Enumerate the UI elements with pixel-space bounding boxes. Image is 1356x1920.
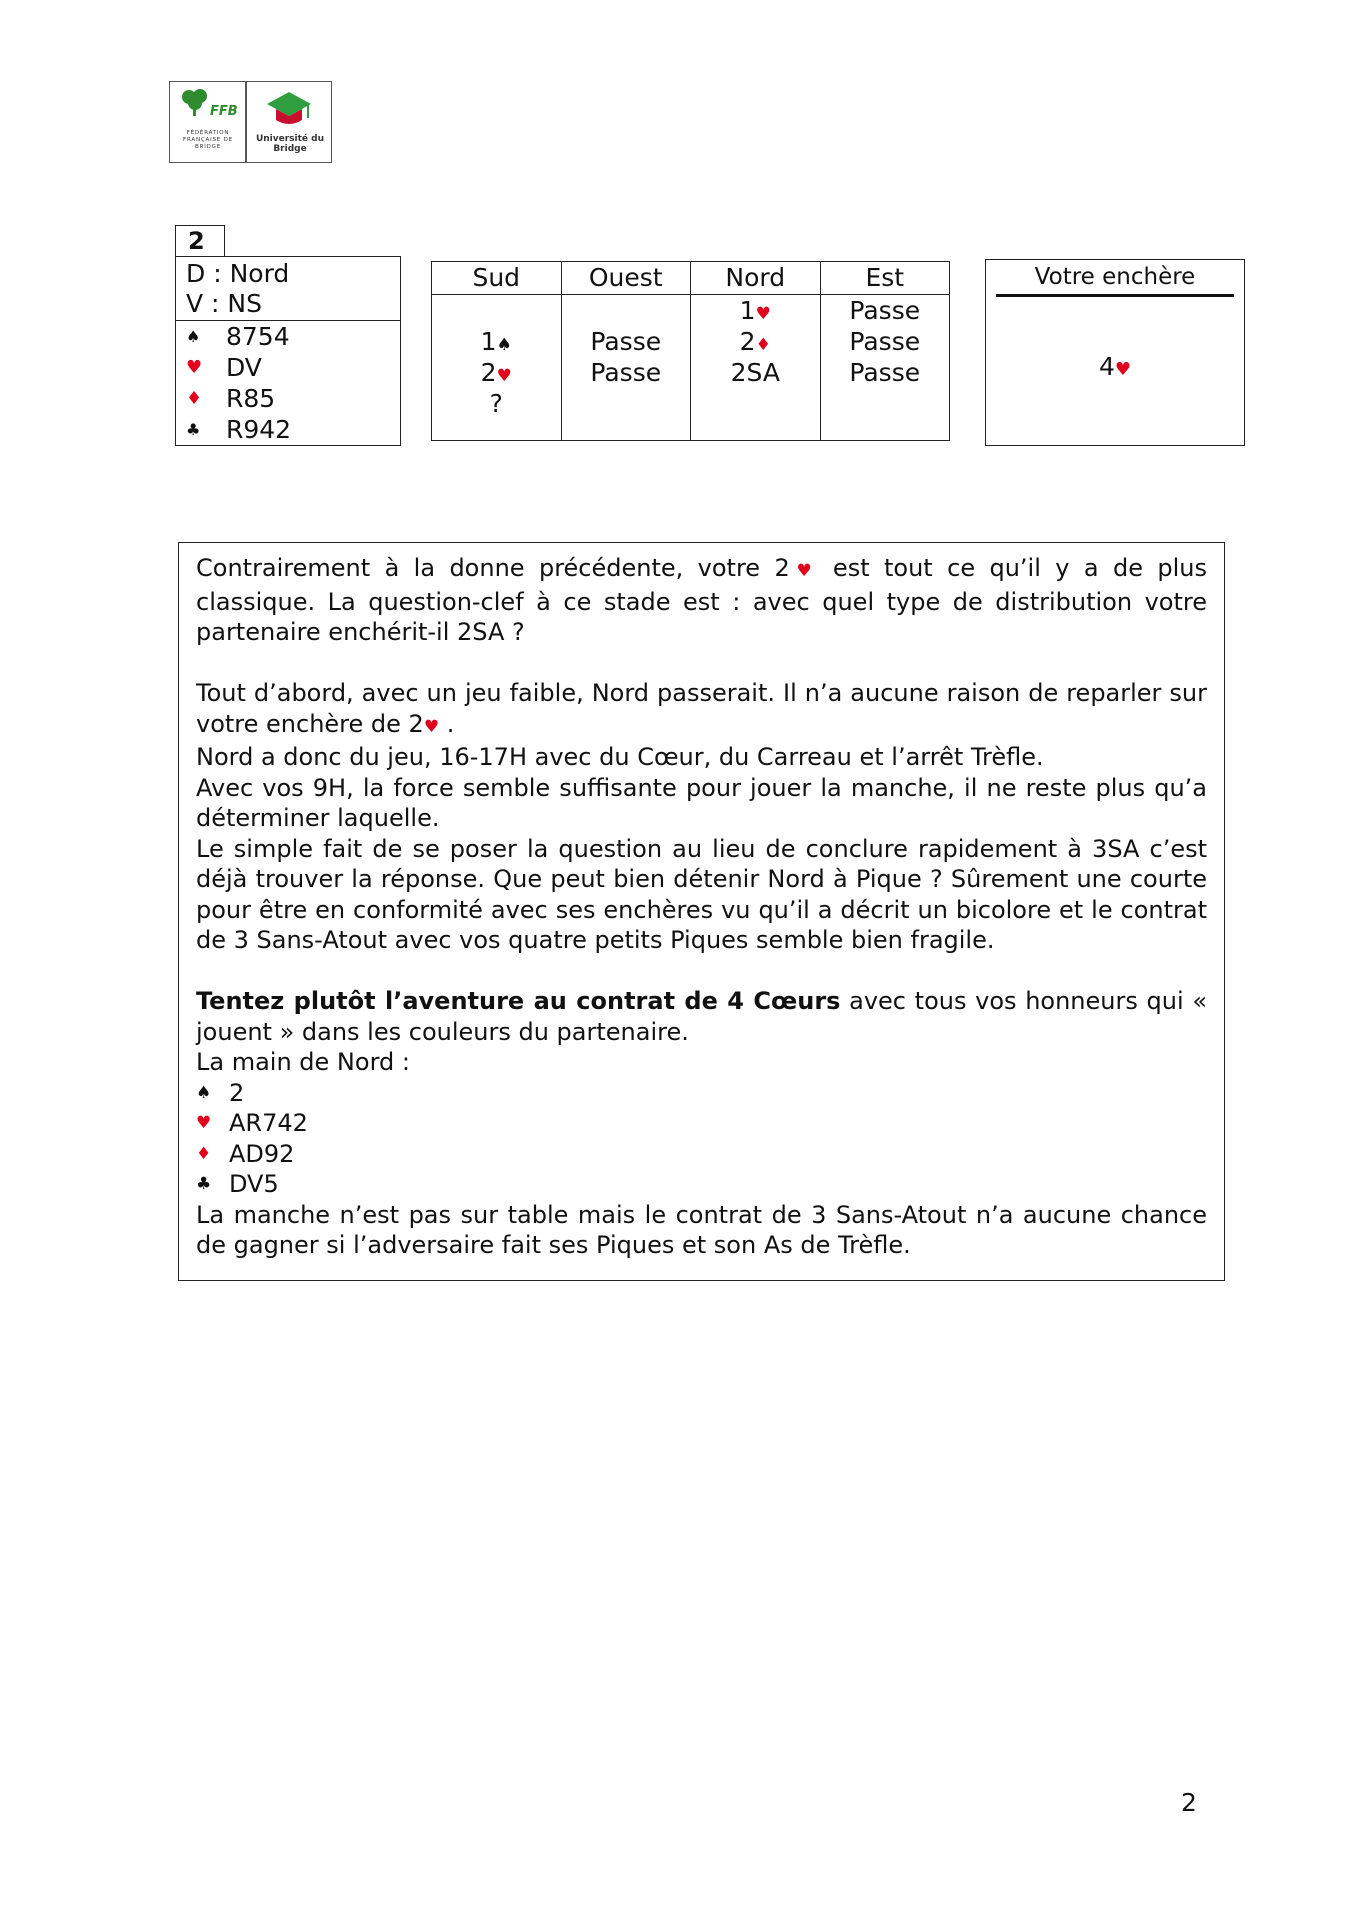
- logo: [169, 81, 332, 163]
- deal-meta: [176, 257, 400, 321]
- dealer-label: D : Nord: [186, 259, 290, 288]
- north-hand-diamonds: ♦ AD92: [196, 1139, 295, 1168]
- paragraph: Avec vos 9H, la force semble suffisante pour jouer la manche, il ne reste plus qu’a déterminer laquelle.: [196, 773, 1207, 832]
- diamond-cards: R85: [226, 384, 276, 413]
- club-cards: R942: [226, 415, 292, 444]
- ffb-mark: FFB: [210, 104, 238, 119]
- column-header: Nord: [691, 262, 820, 295]
- column-header: Sud: [432, 262, 561, 295]
- paragraph: Contrairement à la donne précédente, votre 2♥ est tout ce qu’il y a de plus classique. La question-clef à ce stade est : avec quel type de distribution votre partenaire enchérit-il 2SA ?: [196, 554, 1208, 646]
- hand-diagram: [175, 256, 401, 446]
- paragraph: Tout d’abord, avec un jeu faible, Nord passerait. Il n’a aucune raison de reparler sur votre enchère de 2♥ .: [196, 679, 1207, 738]
- heart-icon: ♥: [496, 366, 512, 386]
- bid-cell: [562, 388, 691, 419]
- spade-icon: ♠: [496, 335, 512, 355]
- north-hand-clubs: ♣ DV5: [196, 1170, 279, 1198]
- bidding-table: [431, 261, 950, 441]
- recommendation: Tentez plutôt l’aventure au contrat de 4 Cœurs: [196, 987, 841, 1015]
- south-hand: [176, 321, 400, 445]
- bid-cell: Passe: [849, 327, 921, 356]
- diamond-icon: ♦: [196, 1143, 212, 1164]
- answer-title: Votre enchère: [1034, 264, 1196, 290]
- diamond-icon: ♦: [755, 335, 771, 355]
- graduation-cap-icon: [266, 90, 312, 130]
- bid-cell: [432, 295, 561, 326]
- page-number: 2: [1181, 1788, 1197, 1817]
- north-hand-hearts: ♥ AR742: [196, 1109, 308, 1137]
- heart-cards: DV: [226, 353, 262, 382]
- bid-cell: 1♥: [739, 296, 771, 325]
- spade-cards: 8754: [226, 322, 290, 351]
- bid-cell: Passe: [590, 327, 662, 356]
- paragraph: Le simple fait de se poser la question au lieu de conclure rapidement à 3SA c’est déjà trouver la réponse. Que peut bien détenir Nord à Pique ? Sûrement une courte pour être en conformité avec ses enchères vu qu’il a décrit un bicolore et le contrat de 3 Sans-Atout avec vos quatre petits Piques semble bien fragile.: [196, 834, 1207, 954]
- heart-icon: ♥: [186, 357, 203, 378]
- north-hand-spades: ♠ 2: [196, 1078, 245, 1107]
- hand-row-hearts: [186, 352, 400, 383]
- bidding-column-ouest: [562, 262, 692, 440]
- bid-cell: [821, 388, 950, 419]
- spade-icon: ♠: [196, 1082, 212, 1103]
- answer-underline: [996, 294, 1234, 297]
- bidding-column-est: [821, 262, 950, 440]
- hand-row-diamonds: [186, 383, 400, 414]
- paragraph: Nord a donc du jeu, 16-17H avec du Cœur, du Carreau et l’arrêt Trèfle.: [196, 743, 1044, 771]
- heart-icon: ♥: [755, 304, 771, 324]
- bid-cell: 2♥: [480, 358, 512, 387]
- hand-row-spades: [186, 321, 400, 352]
- club-icon: ♣: [186, 420, 201, 439]
- federation-caption: FÉDÉRATION FRANÇAISE DE BRIDGE: [183, 130, 233, 150]
- deal-number: 2: [175, 225, 225, 257]
- heart-icon: ♥: [1114, 359, 1132, 380]
- bid-cell: [691, 388, 820, 419]
- paragraph: La manche n’est pas sur table mais le contrat de 3 Sans-Atout n’a aucune chance de gagner si l’adversaire fait ses Piques et son As de Trèfle.: [196, 1200, 1207, 1259]
- bidding-column-nord: [691, 262, 821, 440]
- bid-cell: 2SA: [730, 358, 780, 387]
- answer-box: [985, 259, 1245, 446]
- bid-cell: 2♦: [739, 327, 771, 356]
- answer-bid: [986, 352, 1244, 381]
- answer-bid-level: 4: [1098, 352, 1115, 381]
- tree-icon: [180, 88, 210, 118]
- bidding-column-sud: [432, 262, 562, 440]
- heart-icon: ♥: [423, 716, 440, 737]
- spade-icon: ♠: [186, 327, 201, 346]
- vulnerability-label: V : NS: [186, 289, 262, 318]
- bid-cell: 1♠: [480, 327, 512, 356]
- bid-cell: Passe: [590, 358, 662, 387]
- north-hand-title: La main de Nord :: [196, 1048, 410, 1076]
- hand-row-clubs: [186, 414, 400, 445]
- bid-cell: Passe: [849, 358, 921, 387]
- heart-icon: ♥: [789, 561, 819, 581]
- explanation-box: [178, 542, 1225, 1281]
- diamond-icon: ♦: [186, 388, 203, 409]
- bid-cell: Passe: [849, 296, 921, 325]
- bid-cell: [562, 295, 691, 326]
- heart-icon: ♥: [196, 1113, 212, 1133]
- column-header: Ouest: [562, 262, 691, 295]
- club-icon: ♣: [196, 1174, 212, 1194]
- universite-caption: Université du Bridge: [255, 134, 325, 154]
- bid-cell: ?: [489, 389, 503, 418]
- paragraph: Tentez plutôt l’aventure au contrat de 4 Cœurs avec tous vos honneurs qui « jouent » dans les couleurs du partenaire.: [196, 987, 1207, 1046]
- column-header: Est: [821, 262, 950, 295]
